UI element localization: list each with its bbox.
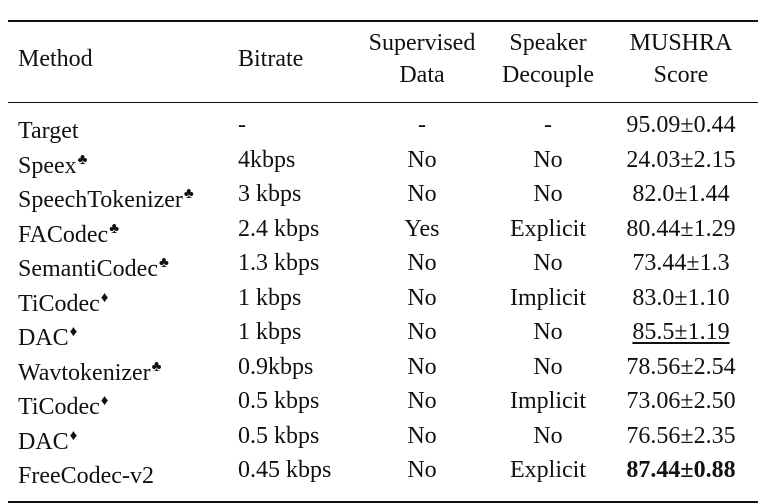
supervised-cell: No	[407, 388, 437, 414]
method-cell: Wavtokenizer♣	[18, 358, 162, 386]
club-marker-icon: ♣	[151, 358, 162, 375]
speaker-cell: -	[544, 112, 552, 138]
method-cell: DAC♦	[18, 427, 78, 455]
method-cell: FACodec♣	[18, 220, 120, 248]
table-row	[8, 246, 758, 281]
supervised-cell: No	[407, 181, 437, 207]
score-cell: 73.06±2.50	[626, 388, 736, 414]
method-cell: Speex♣	[18, 151, 88, 179]
score-cell: 83.0±1.10	[632, 284, 730, 311]
diamond-marker-icon: ♦	[100, 289, 109, 306]
diamond-marker-icon: ♦	[69, 324, 78, 340]
club-marker-icon: ♣	[158, 255, 169, 271]
method-cell: SpeechTokenizer♣	[18, 186, 194, 213]
bitrate-cell: 1 kbps	[238, 319, 302, 345]
score-cell: 78.56±2.54	[626, 353, 736, 380]
bitrate-cell: 2.4 kbps	[238, 215, 320, 242]
table-row	[8, 212, 758, 247]
speaker-cell: No	[533, 250, 563, 276]
bitrate-cell: -	[238, 112, 246, 138]
club-marker-icon: ♣	[109, 220, 120, 237]
table-row	[8, 177, 758, 212]
supervised-cell: No	[407, 284, 437, 311]
bitrate-cell: 0.45 kbps	[238, 457, 332, 483]
header-rule	[8, 102, 758, 103]
score-cell: 76.56±2.35	[626, 422, 736, 449]
score-cell: 73.44±1.3	[632, 250, 730, 276]
supervised-cell: No	[407, 422, 437, 449]
method-cell: TiCodec♦	[18, 289, 109, 317]
method-cell: Target	[18, 118, 79, 144]
supervised-cell: -	[418, 112, 426, 138]
method-cell: TiCodec♦	[18, 393, 109, 420]
club-marker-icon: ♣	[183, 186, 194, 202]
speaker-cell: No	[533, 181, 563, 207]
bitrate-cell: 1 kbps	[238, 284, 302, 311]
table-row	[8, 108, 758, 143]
table-row	[8, 419, 758, 454]
supervised-cell: No	[407, 146, 437, 173]
header-bitrate: Bitrate	[238, 46, 304, 72]
speaker-cell: No	[533, 319, 563, 345]
table-row	[8, 384, 758, 419]
supervised-cell: No	[407, 250, 437, 276]
score-cell: 80.44±1.29	[626, 215, 736, 242]
method-cell: DAC♦	[18, 324, 78, 351]
method-cell: SemantiCodec♣	[18, 255, 169, 282]
table-row	[8, 453, 758, 488]
bitrate-cell: 1.3 kbps	[238, 250, 320, 276]
supervised-cell: No	[407, 457, 437, 483]
bitrate-cell: 0.5 kbps	[238, 388, 320, 414]
speaker-cell: Explicit	[510, 215, 586, 242]
table-header	[8, 22, 758, 102]
header-method: Method	[18, 46, 93, 72]
header-supervised-data: Supervised Data	[368, 30, 476, 88]
header-speaker-decouple: Speaker Decouple	[502, 30, 594, 88]
score-cell-second-best: 85.5±1.19	[632, 319, 730, 345]
supervised-cell: Yes	[404, 215, 440, 242]
header-mushra-score: MUSHRA Score	[629, 30, 733, 88]
bitrate-cell: 4kbps	[238, 146, 296, 173]
bitrate-cell: 0.9kbps	[238, 353, 314, 380]
supervised-cell: No	[407, 353, 437, 380]
table-body	[8, 108, 758, 488]
table-row	[8, 350, 758, 385]
diamond-marker-icon: ♦	[69, 427, 78, 444]
speaker-cell: No	[533, 422, 563, 449]
bitrate-cell: 0.5 kbps	[238, 422, 320, 449]
method-cell: FreeCodec-v2	[18, 463, 154, 489]
speaker-cell: No	[533, 353, 563, 380]
speaker-cell: Implicit	[510, 388, 586, 414]
speaker-cell: Implicit	[510, 284, 586, 311]
score-cell: 24.03±2.15	[626, 146, 736, 173]
score-cell: 95.09±0.44	[626, 112, 736, 138]
table-row	[8, 315, 758, 350]
table-row	[8, 143, 758, 178]
club-marker-icon: ♣	[77, 151, 88, 168]
diamond-marker-icon: ♦	[100, 393, 109, 409]
speaker-cell: Explicit	[510, 457, 586, 483]
bottom-rule	[8, 501, 758, 503]
supervised-cell: No	[407, 319, 437, 345]
bitrate-cell: 3 kbps	[238, 181, 302, 207]
speaker-cell: No	[533, 146, 563, 173]
table-row	[8, 281, 758, 316]
score-cell-best: 87.44±0.88	[626, 457, 736, 483]
score-cell: 82.0±1.44	[632, 181, 730, 207]
